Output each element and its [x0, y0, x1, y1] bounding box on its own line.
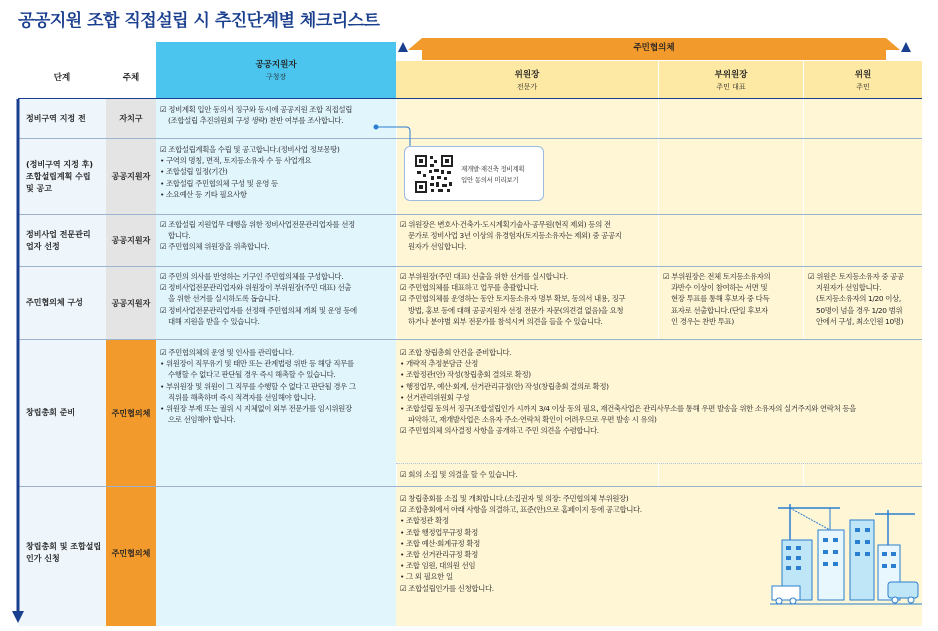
list-item: ☑ 위원장은 변호사·건축가·도시계획기술사·공무원(현직 제외) 등의 전	[400, 220, 611, 229]
city-buildings-illustration	[770, 500, 922, 610]
list-item: • 조합설립 동의서 징구(조합설립인가 시까지 3/4 이상 동의 필요, 재건축사업은 관리사무소를 통해 우편 발송을 위한 소유자의 실거주지와 연락처 등을	[400, 404, 856, 414]
chair-row-5-extra: ☑ 회의 소집 및 의결을 할 수 있습니다.	[400, 470, 518, 479]
list-item: ☑ 부위원장(주민 대표) 선출을 위한 선거를 실시합니다.	[400, 272, 568, 281]
list-item: • 조합 임원, 대의원 선임	[400, 561, 476, 571]
list-item: ☑ 조합설립계획을 수립 및 공고합니다.(정비사업 정보몽땅)	[160, 145, 340, 154]
list-item: 현장 투표를 통해 후보자 중 다득	[671, 294, 770, 304]
subject-row-2: 공공지원자	[111, 172, 151, 181]
list-item: 수행할 수 없다고 판단될 경우 즉시 해촉할 수 있습니다.	[168, 370, 336, 380]
chair-row-3	[396, 216, 658, 266]
list-item: • 조합 행정업무규정 확정	[400, 527, 478, 537]
public-row-2	[156, 141, 396, 213]
stage-row-6: 창립총회 및 조합설립인가 신청	[26, 542, 102, 563]
list-item: ☑ 조합설립 지원업무 대행을 위한 정비사업전문관리업자를 선정	[160, 220, 355, 229]
subject-row-4: 공공지원자	[111, 298, 151, 308]
list-item: • 선거관리위원회 구성	[400, 392, 470, 402]
list-item: ☑ 정비계획 입안 동의서 징구와 동시에 공공지원 조합 직접설립	[160, 105, 353, 114]
list-item: 인 경우는 찬반 투표)	[671, 316, 734, 326]
subject-row-6: 주민협의체	[111, 548, 151, 558]
vice-row-4	[659, 268, 803, 339]
row-5-divider	[396, 463, 922, 464]
list-item: • 조합정관 확정	[400, 516, 449, 526]
list-item: ☑ 주민협의체를 운영하는 동안 토지등소유자 명부 확보, 동의서 내용, 징구	[400, 294, 626, 304]
list-item: 을 위한 선거를 실시하도록 돕습니다.	[168, 294, 280, 304]
list-item: • 조합정관(안) 작성(창립총회 결의로 확정)	[400, 370, 531, 380]
public-row-5	[156, 344, 396, 484]
page-title: 공공지원 조합 직접설립 시 추진단계별 체크리스트	[18, 11, 380, 31]
header-stage: 단계	[18, 55, 106, 98]
stage-row-2: (정비구역 지정 후) 조합설립계획 수립 및 공고	[26, 159, 93, 193]
chair-row-5	[396, 344, 922, 462]
list-item: 하거나 분야별 외부 전문가를 참석시켜 의견을 들을 수 있습니다.	[408, 316, 603, 326]
list-item: • 조합 선거관리규정 확정	[400, 550, 478, 560]
list-item: • 조합설립 주민협의체 구성 및 운영 등	[160, 178, 278, 188]
public-row-1	[156, 101, 396, 137]
list-item: • 개략적 추정분담금 산정	[400, 359, 478, 369]
list-item: • 행정업무, 예산·회계, 선거관리규정(안) 작성(창립총회 결의로 확정)	[400, 381, 609, 391]
list-item: 원자가 선임합니다.	[408, 242, 467, 252]
qr-caption-1: 재개발·재건축 정비계획	[461, 165, 525, 173]
member-row-4	[804, 268, 922, 339]
stage-row-5: 창립총회 준비	[26, 408, 76, 417]
list-item: ☑ 주민협의체 위원장을 위촉합니다.	[160, 242, 270, 252]
list-item: ☑ 위원은 토지등소유자 중 공공	[808, 272, 904, 281]
list-item: ☑ 주민협의체 의사결정 사항을 공개하고 주민 의견을 수렴합니다.	[400, 426, 599, 436]
list-item: ☑ 주민협의체를 대표하고 업무를 총괄합니다.	[400, 283, 539, 293]
orange-group-banner	[408, 37, 900, 61]
list-item: 표자로 선출합니다.(단일 후보자	[671, 305, 768, 315]
public-row-4	[156, 268, 396, 339]
list-item: ☑ 창립총회를 소집 및 개최합니다.(소집권자 및 의장: 주민협의체 부위원장)	[400, 494, 629, 503]
list-item: ☑ 정비사업전문관리업자를 선정해 주민협의체 개최 및 운영 등에	[160, 305, 357, 315]
list-item: 직위를 해촉하며 즉시 적격자를 선임해야 합니다.	[168, 392, 316, 402]
list-item: • 구역의 명칭, 면적, 토지등소유자 수 등 사업개요	[160, 156, 312, 166]
header-public: 공공지원자 구청장	[156, 42, 396, 98]
list-item: 으로 선임해야 합니다.	[168, 415, 236, 425]
list-item: 과반수 이상이 참여하는 서면 및	[671, 283, 768, 293]
blue-arrow-left	[397, 38, 409, 50]
header-chair: 위원장 전문가	[396, 61, 658, 98]
list-item: • 그 외 필요한 일	[400, 572, 453, 582]
list-item: (토지등소유자의 1/20 이상,	[816, 294, 901, 304]
list-item: 대해 지원을 받을 수 있습니다.	[168, 316, 260, 326]
qr-caption-2: 입안 동의서 미리보기	[461, 176, 519, 184]
list-item: 방법, 홍보 등에 대해 공공지원자 선정 전문가 자문(의견결 없음)을 요청	[408, 305, 624, 315]
list-item: • 부위원장 및 위원이 그 직무를 수행할 수 없다고 판단될 경우 그	[160, 381, 356, 391]
list-item: • 위원장이 직무유기 및 태만 또는 관계법령 위반 등 해당 직무를	[160, 359, 354, 369]
list-item: • 조합설립 일정(기간)	[160, 167, 228, 177]
list-item: 안에서 구성, 최소인원 10명)	[816, 316, 904, 326]
list-item: ☑ 조합설립인가를 신청합니다.	[400, 583, 494, 593]
list-item: • 조합 예산·회계규정 확정	[400, 538, 480, 548]
subject-row-1: 자치구	[119, 114, 143, 123]
stage-row-1: 정비구역 지정 전	[26, 113, 86, 123]
public-row-3	[156, 216, 396, 266]
list-item: 합니다.	[168, 231, 191, 241]
list-item: • 위원장 부재 또는 궐위 시 지체없이 외부 전문가를 임시위원장	[160, 404, 352, 414]
subject-row-3: 공공지원자	[111, 236, 151, 245]
header-vice: 부위원장 주민 대표	[659, 61, 803, 98]
list-item: (조합설립 추진위원회 구성 생략) 찬반 여부를 조사합니다.	[168, 116, 344, 126]
list-item: ☑ 부위원장은 전체 토지등소유자의	[663, 272, 771, 281]
stage-row-3: 정비사업 전문관리업자 선정	[26, 229, 91, 251]
list-item: 문가로 정비사업 3년 이상의 유경험자(토지등소유자는 제외) 중 공공지	[408, 231, 622, 241]
subject-row-5: 주민협의체	[111, 408, 151, 418]
list-item: 50명이 넘을 경우 1/20 범위	[816, 305, 903, 315]
list-item: ☑ 정비사업전문관리업자와 위원장이 부위원장(주민 대표) 선출	[160, 283, 352, 293]
chair-row-4	[396, 268, 658, 339]
list-item: 파악하고, 재개발사업은 소유자 주소·연락처 확인이 어려우므로 우편 발송 시 유의)	[408, 415, 657, 425]
stage-row-4: 주민협의체 구성	[26, 298, 83, 307]
list-item: • 소요예산 등 기타 필요사항	[160, 189, 247, 199]
group-label: 주민협의체	[633, 43, 675, 53]
blue-arrow-right	[900, 38, 912, 50]
qr-card[interactable]	[404, 146, 544, 201]
header-member: 위원 주민	[804, 61, 922, 98]
chair-row-6	[396, 490, 796, 625]
header-subject: 주체	[106, 55, 156, 98]
qr-code-icon	[414, 154, 454, 194]
list-item: ☑ 조합총회에서 아래 사항을 의결하고, 표준(안)으로 홈페이지 등에 공고합니다.	[400, 505, 642, 515]
list-item: ☑ 주민협의체의 운영 및 인사를 관리합니다.	[160, 348, 294, 357]
list-item: 지원자가 선임합니다.	[816, 283, 882, 293]
list-item: ☑ 조합 창립총회 안건을 준비합니다.	[400, 348, 512, 357]
list-item: ☑ 주민의 의사를 반영하는 기구인 주민협의체를 구성합니다.	[160, 272, 344, 281]
